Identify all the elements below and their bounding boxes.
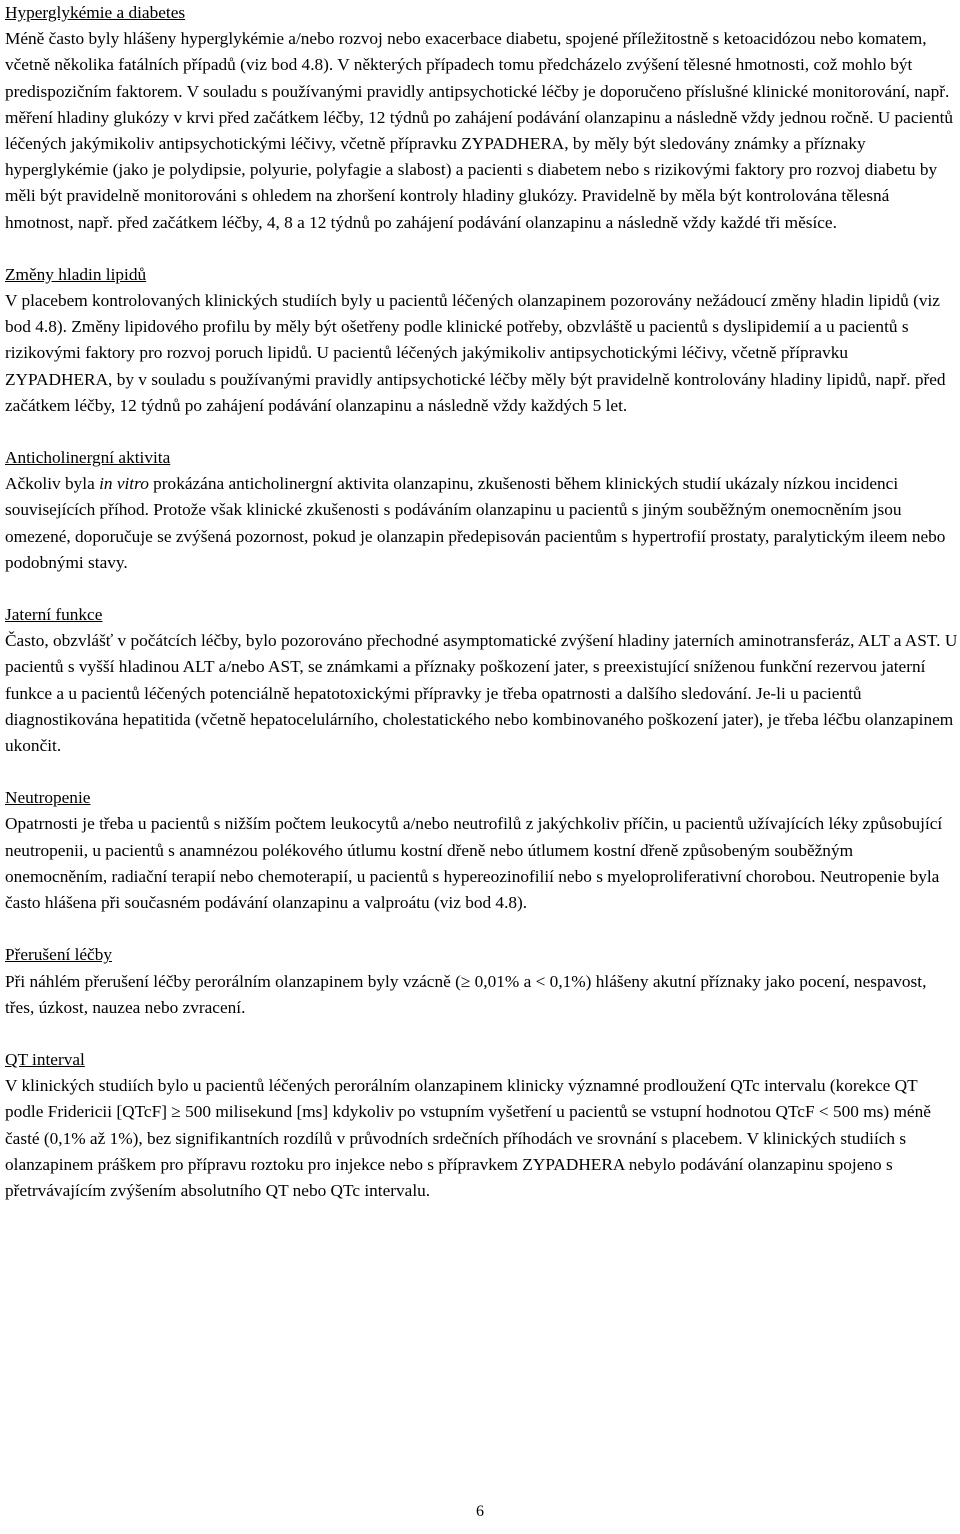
section-liver-function <box>5 602 958 759</box>
section-body: Méně často byly hlášeny hyperglykémie a/nebo rozvoj nebo exacerbace diabetu, spojené příležitostně s ketoacidózou nebo komatem, včetně několika fatálních případů (viz bod 4.8). V některých případech tomu předcházelo zvýšení tělesné hmotnosti, což mohlo být predispozičním faktorem. V souladu s používanými pravidly antipsychotické léčby je doporučeno příslušné klinické monitorování, např. měření hladiny glukózy v krvi před začátkem léčby, 12 týdnů po zahájení podávání olanzapinu a následně vždy jednou ročně. U pacientů léčených jakýmikoliv antipsychotickými léčivy, včetně přípravku ZYPADHERA, by měly být sledovány známky a příznaky hyperglykémie (jako je polydipsie, polyurie, polyfagie a slabost) a pacienti s diabetem nebo s rizikovými faktory pro rozvoj diabetu by měli být pravidelně monitorováni s ohledem na zhoršení kontroly hladiny glukózy. Pravidelně by měla být kontrolována tělesná hmotnost, např. před začátkem léčby, 4, 8 a 12 týdnů po zahájení podávání olanzapinu a následně vždy každé tři měsíce. <box>5 29 954 232</box>
section-heading: Hyperglykémie a diabetes <box>5 3 186 22</box>
section-body-start: Ačkoliv byla <box>5 474 100 494</box>
section-heading: Jaterní funkce <box>5 605 103 625</box>
document-page <box>5 0 958 1230</box>
section-hyperglycemia <box>5 0 958 236</box>
section-body: prokázána anticholinergní aktivita olanzapinu, zkušenosti během klinických studií ukázaly nízkou incidenci souvisejících příhod. Protože však klinické zkušenosti s podáváním olanzapinu u pacientů s jiným souběžným onemocněním jsou omezené, doporučuje se zvýšená pozornost, pokud je olanzapin předepisován pacientům s hypertrofií prostaty, paralytickým ileem nebo podobnými stavy. <box>5 474 946 572</box>
section-heading: Přerušení léčby <box>5 945 113 965</box>
italic-term: in vitro <box>99 474 149 494</box>
section-body: V klinických studiích bylo u pacientů léčených perorálním olanzapinem klinicky významné prodloužení QTc intervalu (korekce QT podle Fridericii [QTcF] ≥ 500 milisekund [ms] kdykoliv po vstupním vyšetření u pacientů se vstupní hodnotou QTcF < 500 ms) méně časté (0,1% až 1%), bez signifikantních rozdílů v průvodních srdečních příhodách ve srovnání s placebem. V klinických studiích s olanzapinem práškem pro přípravu roztoku pro injekce nebo s přípravkem ZYPADHERA nebylo podávání olanzapinu spojeno s přetrvávajícím zvýšením absolutního QT nebo QTc intervalu. <box>5 1076 931 1200</box>
section-heading: Neutropenie <box>5 788 91 808</box>
section-body-container <box>5 471 958 576</box>
section-discontinuation <box>5 942 958 1021</box>
section-body: Opatrnosti je třeba u pacientů s nižším počtem leukocytů a/nebo neutrofilů z jakýchkoliv příčin, u pacientů užívajících léky způsobující neutropenii, u pacientů s anamnézou polékového útlumu kostní dřeně nebo útlumem kostní dřeně způsobeným souběžným onemocněním, radiační terapií nebo chemoterapií, u pacientů s hypereozinofilií nebo s myeloproliferativní chorobou. Neutropenie byla často hlášena při současném podávání olanzapinu a valproátu (viz bod 4.8). <box>5 814 943 913</box>
section-neutropenia <box>5 785 958 916</box>
section-body: Často, obzvlášť v počátcích léčby, bylo pozorováno přechodné asymptomatické zvýšení hladiny jaterních aminotransferáz, ALT a AST. U pacientů s vyšší hladinou ALT a/nebo AST, se známkami a příznaky poškození jater, s preexistující sníženou funkční rezervou jaterní funkce a u pacientů léčených potenciálně hepatotoxickými přípravky je třeba opatrnosti a dalšího sledování. Je-li u pacientů diagnostikována hepatitida (včetně hepatocelulárního, cholestatického nebo kombinovaného poškození jater), je třeba léčbu olanzapinem ukončit. <box>5 631 958 756</box>
section-anticholinergic <box>5 445 958 576</box>
page-number: 6 <box>476 1503 484 1520</box>
section-lipids <box>5 262 958 419</box>
section-body: V placebem kontrolovaných klinických studiích byly u pacientů léčených olanzapinem pozorovány nežádoucí změny hladin lipidů (viz bod 4.8). Změny lipidového profilu by měly být ošetřeny podle klinické potřeby, obzvláště u pacientů s dyslipidemií a u pacientů s rizikovými faktory pro rozvoj poruch lipidů. U pacientů léčených jakýmikoliv antipsychotickými léčivy, včetně přípravku ZYPADHERA, by v souladu s používanými pravidly antipsychotické léčby měly být pravidelně kontrolovány hladiny lipidů, např. před začátkem léčby, 12 týdnů po zahájení podávání olanzapinu a následně vždy každých 5 let. <box>5 291 946 415</box>
section-qt-interval <box>5 1047 958 1204</box>
section-heading: QT interval <box>5 1049 85 1069</box>
section-body: Při náhlém přerušení léčby perorálním olanzapinem byly vzácně (≥ 0,01% a < 0,1%) hlášeny akutní příznaky jako pocení, nespavost, třes, úzkost, nauzea nebo zvracení. <box>5 971 927 1017</box>
section-heading: Změny hladin lipidů <box>5 264 147 284</box>
section-heading: Anticholinergní aktivita <box>5 448 171 468</box>
